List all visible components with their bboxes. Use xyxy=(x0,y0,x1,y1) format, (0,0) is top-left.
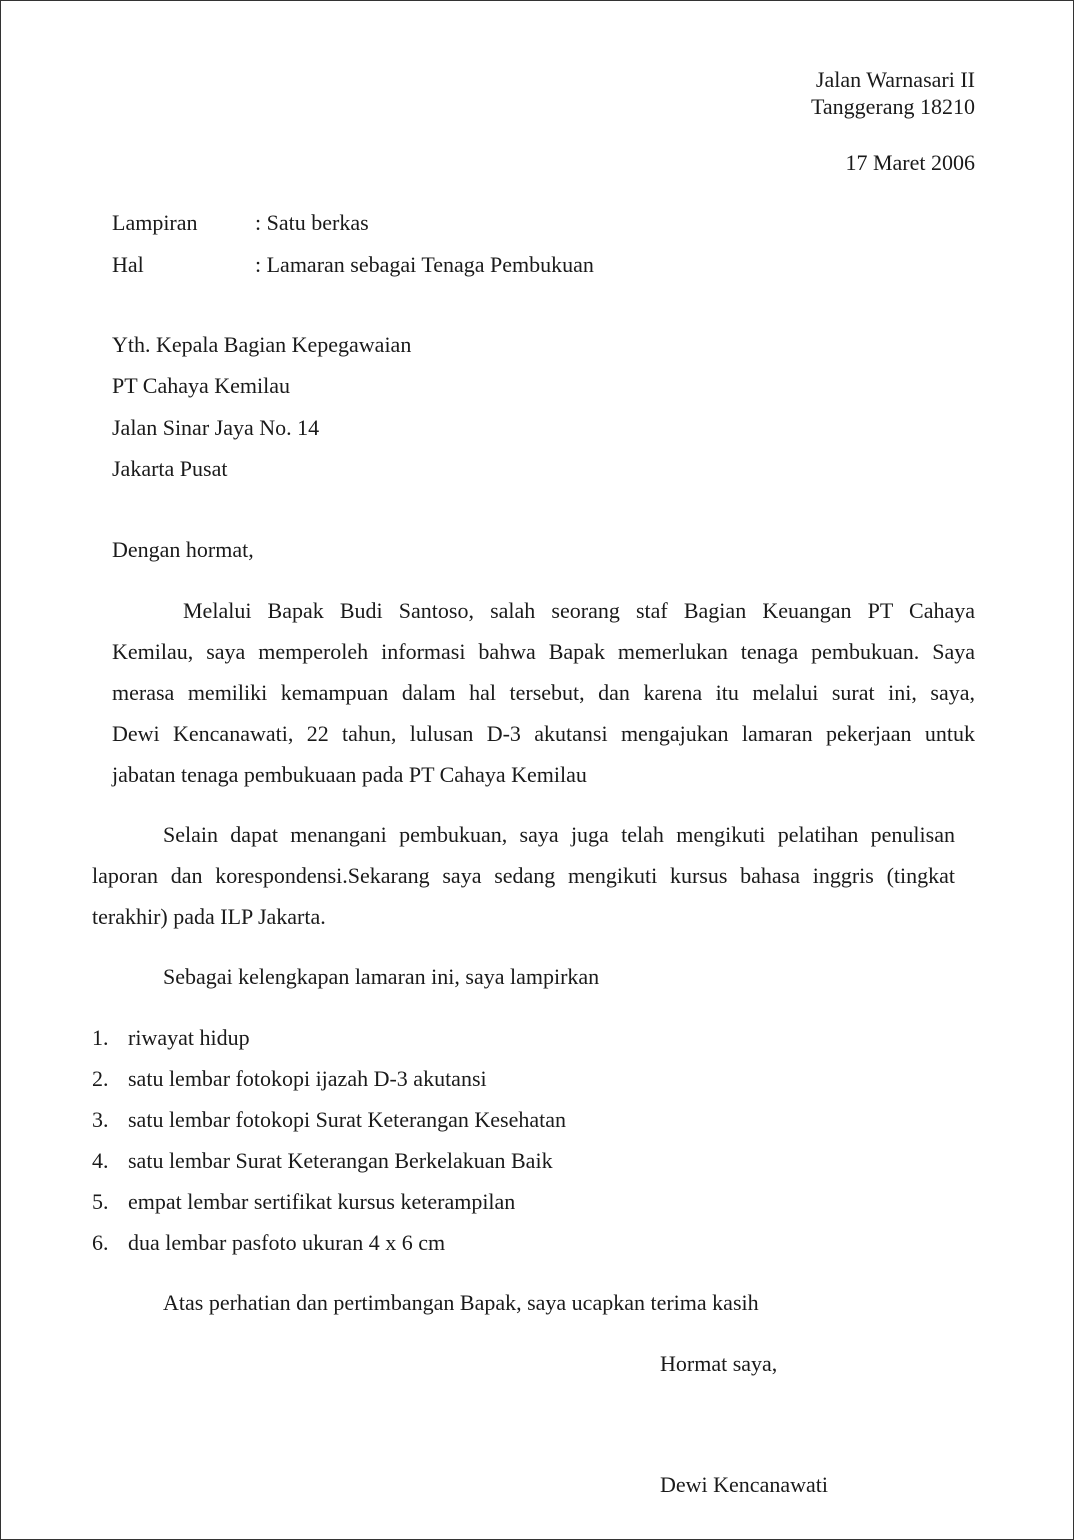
closing-sentence: Atas perhatian dan pertimbangan Bapak, saya ucapkan terima kasih xyxy=(163,1290,759,1315)
attachment-number: 6. xyxy=(92,1230,109,1255)
paragraph1-line3: merasa memiliki kemampuan dalam hal tersebut, dan karena itu melalui surat ini, saya, xyxy=(112,680,975,705)
paragraph2-line1: Selain dapat menangani pembukuan, saya juga telah mengikuti pelatihan penulisan xyxy=(163,822,955,847)
attachment-item: satu lembar fotokopi ijazah D-3 akutansi xyxy=(128,1066,487,1091)
paragraph1-line4: Dewi Kencanawati, 22 tahun, lulusan D-3 akutansi mengajukan lamaran pekerjaan untuk xyxy=(112,721,975,746)
sender-address-line1: Jalan Warnasari II xyxy=(815,67,975,92)
attachment-number: 3. xyxy=(92,1107,109,1132)
attachment-item: satu lembar fotokopi Surat Keterangan Kesehatan xyxy=(128,1107,567,1132)
recipient-line1: Yth. Kepala Bagian Kepegawaian xyxy=(112,332,412,357)
signature-name: Dewi Kencanawati xyxy=(660,1472,828,1497)
recipient-line2: PT Cahaya Kemilau xyxy=(112,373,290,398)
letter-date: 17 Maret 2006 xyxy=(845,150,975,175)
paragraph2-line2: laporan dan korespondensi.Sekarang saya sedang mengikuti kursus bahasa inggris (tingkat xyxy=(92,863,955,888)
attachment-number: 4. xyxy=(92,1148,109,1173)
attachment-item: satu lembar Surat Keterangan Berkelakuan Baik xyxy=(128,1148,553,1173)
attachment-number: 2. xyxy=(92,1066,109,1091)
recipient-line4: Jakarta Pusat xyxy=(112,456,228,481)
paragraph3: Sebagai kelengkapan lamaran ini, saya lampirkan xyxy=(163,964,600,989)
paragraph2-line3: terakhir) pada ILP Jakarta. xyxy=(92,904,326,929)
lampiran-label: Lampiran xyxy=(112,210,198,235)
attachment-number: 5. xyxy=(92,1189,109,1214)
hal-value: : Lamaran sebagai Tenaga Pembukuan xyxy=(255,252,594,277)
signoff: Hormat saya, xyxy=(660,1351,778,1376)
hal-label: Hal xyxy=(112,252,144,277)
greeting: Dengan hormat, xyxy=(112,537,254,562)
attachment-number: 1. xyxy=(92,1025,109,1050)
sender-address-line2: Tanggerang 18210 xyxy=(810,94,975,119)
attachment-item: riwayat hidup xyxy=(128,1025,250,1050)
attachment-item: empat lembar sertifikat kursus keterampilan xyxy=(128,1189,516,1214)
lampiran-value: : Satu berkas xyxy=(255,210,369,235)
paragraph1-line1: Melalui Bapak Budi Santoso, salah seorang staf Bagian Keuangan PT Cahaya xyxy=(183,598,975,623)
paragraph1-line5: jabatan tenaga pembukuaan pada PT Cahaya Kemilau xyxy=(112,762,587,787)
paragraph1-line2: Kemilau, saya memperoleh informasi bahwa Bapak memerlukan tenaga pembukuan. Saya xyxy=(112,639,975,664)
recipient-line3: Jalan Sinar Jaya No. 14 xyxy=(112,415,320,440)
attachment-item: dua lembar pasfoto ukuran 4 x 6 cm xyxy=(128,1230,446,1255)
